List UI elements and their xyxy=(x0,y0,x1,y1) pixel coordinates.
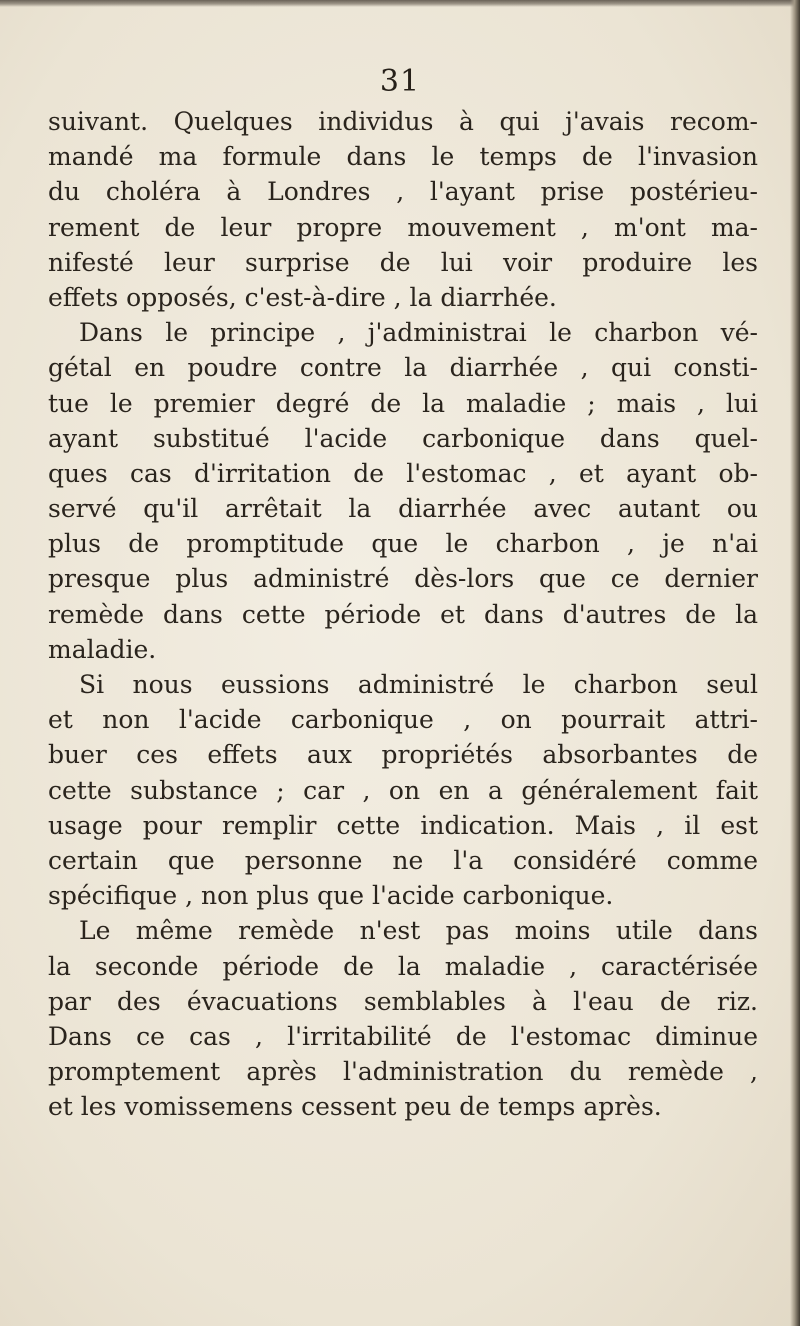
text-line: nifesté leur surprise de lui voir produire les xyxy=(48,247,758,277)
text-line: du choléra à Londres , l'ayant prise postérieu- xyxy=(48,177,758,207)
text-line: la seconde période de la maladie , caractérisée xyxy=(48,951,758,981)
text-line: cette substance ; car , on en a généralement fait xyxy=(48,775,758,805)
page-number: 31 xyxy=(379,64,421,99)
page-top-edge xyxy=(0,0,800,7)
text-line: Dans ce cas , l'irritabilité de l'estomac diminue xyxy=(48,1021,758,1051)
text-line: et les vomissemens cessent peu de temps après. xyxy=(48,1092,662,1122)
text-line: Dans le principe , j'administrai le charbon vé- xyxy=(79,318,758,348)
text-line: par des évacuations semblables à l'eau de riz. xyxy=(48,986,758,1016)
text-line: gétal en poudre contre la diarrhée , qui consti- xyxy=(48,353,758,383)
page-binding-edge xyxy=(790,0,800,1326)
text-line: et non l'acide carbonique , on pourrait attri- xyxy=(48,705,758,735)
text-line: Le même remède n'est pas moins utile dans xyxy=(79,916,758,946)
text-line: Si nous eussions administré le charbon seul xyxy=(79,670,758,699)
text-line: usage pour remplir cette indication. Mais , il est xyxy=(48,810,758,840)
text-line: presque plus administré dès-lors que ce dernier xyxy=(48,564,758,594)
text-line: rement de leur propre mouvement , m'ont ma- xyxy=(48,212,758,242)
text-line: spécifique , non plus que l'acide carbonique. xyxy=(48,881,614,911)
text-line: tue le premier degré de la maladie ; mais , lui xyxy=(48,388,758,418)
body-text xyxy=(48,104,758,1124)
text-line: remède dans cette période et dans d'autres de la xyxy=(48,599,758,629)
text-line: effets opposés, c'est-à-dire , la diarrhée. xyxy=(48,282,557,312)
text-line: suivant. Quelques individus à qui j'avais recom- xyxy=(48,107,758,136)
text-line: ayant substitué l'acide carbonique dans quel- xyxy=(48,423,758,453)
text-line: maladie. xyxy=(48,634,157,664)
text-line: plus de promptitude que le charbon , je n'ai xyxy=(48,529,758,559)
text-line: ques cas d'irritation de l'estomac , et ayant ob- xyxy=(48,458,758,488)
text-line: buer ces effets aux propriétés absorbantes de xyxy=(48,740,758,770)
text-line: mandé ma formule dans le temps de l'invasion xyxy=(48,142,758,172)
text-line: promptement après l'administration du remède , xyxy=(48,1057,758,1087)
text-line: certain que personne ne l'a considéré comme xyxy=(48,845,758,875)
text-line: servé qu'il arrêtait la diarrhée avec autant ou xyxy=(48,494,758,524)
